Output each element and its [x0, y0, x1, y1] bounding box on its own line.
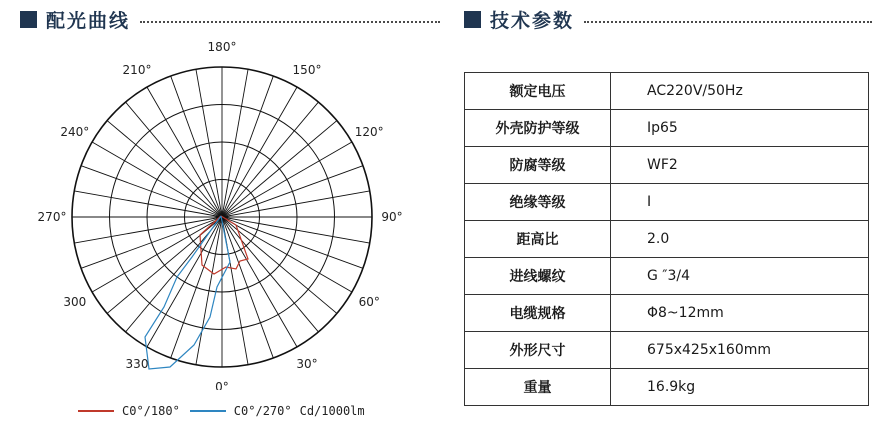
table-row: [465, 147, 869, 184]
square-bullet-icon: [464, 11, 481, 28]
angle-label: 240°: [60, 125, 90, 139]
tech-params-title: 技术参数: [490, 9, 575, 32]
curve-c0-270: [145, 216, 230, 369]
spec-value: AC220V/50Hz: [611, 73, 869, 110]
spec-key: 防腐等级: [465, 147, 611, 184]
tech-params-header: [464, 6, 872, 32]
table-row: [465, 369, 869, 406]
curve-c0-180: [200, 216, 248, 274]
legend-line-red: [78, 410, 114, 412]
angle-label: 150°: [292, 62, 322, 77]
table-row: [465, 221, 869, 258]
spec-value: 2.0: [611, 221, 869, 258]
spec-value: I: [611, 184, 869, 221]
angle-label: 120°: [354, 125, 384, 139]
square-bullet-icon: [20, 11, 37, 28]
angle-label: 300: [63, 295, 87, 309]
dotted-divider: [140, 21, 440, 23]
spec-key: 距高比: [465, 221, 611, 258]
dotted-divider: [584, 21, 872, 23]
polar-distribution-chart: [20, 40, 440, 390]
spec-key: 重量: [465, 369, 611, 406]
spec-key: 额定电压: [465, 73, 611, 110]
spec-value: G ″3/4: [611, 258, 869, 295]
table-row: [465, 332, 869, 369]
spec-table: [464, 72, 869, 406]
spec-value: 16.9kg: [611, 369, 869, 406]
table-row: [465, 110, 869, 147]
angle-label: 0°: [215, 380, 229, 390]
spec-key: 绝缘等级: [465, 184, 611, 221]
table-row: [465, 295, 869, 332]
angle-label: 30°: [296, 357, 318, 372]
light-distribution-title: 配光曲线: [46, 9, 131, 32]
angle-label: 60°: [358, 295, 380, 309]
spec-value: 675x425x160mm: [611, 332, 869, 369]
angle-label: 90°: [381, 210, 403, 224]
spec-key: 进线螺纹: [465, 258, 611, 295]
spec-value: Ip65: [611, 110, 869, 147]
spec-value: WF2: [611, 147, 869, 184]
angle-label: 180°: [207, 40, 237, 54]
legend-unit: Cd/1000lm: [299, 404, 365, 418]
light-distribution-header: [20, 6, 440, 32]
angle-label: 210°: [122, 62, 152, 77]
spec-key: 电缆规格: [465, 295, 611, 332]
spec-key: 外壳防护等级: [465, 110, 611, 147]
legend-line-blue: [190, 410, 226, 412]
table-row: [465, 184, 869, 221]
angle-label: 270°: [37, 210, 67, 224]
legend-label-c0-270: C0°/270°: [233, 404, 292, 418]
chart-legend: [78, 403, 365, 419]
table-row: [465, 258, 869, 295]
legend-label-c0-180: C0°/180°: [122, 404, 180, 418]
spec-key: 外形尺寸: [465, 332, 611, 369]
angle-label: 330: [125, 357, 149, 372]
spec-value: Φ8~12mm: [611, 295, 869, 332]
table-row: [465, 73, 869, 110]
